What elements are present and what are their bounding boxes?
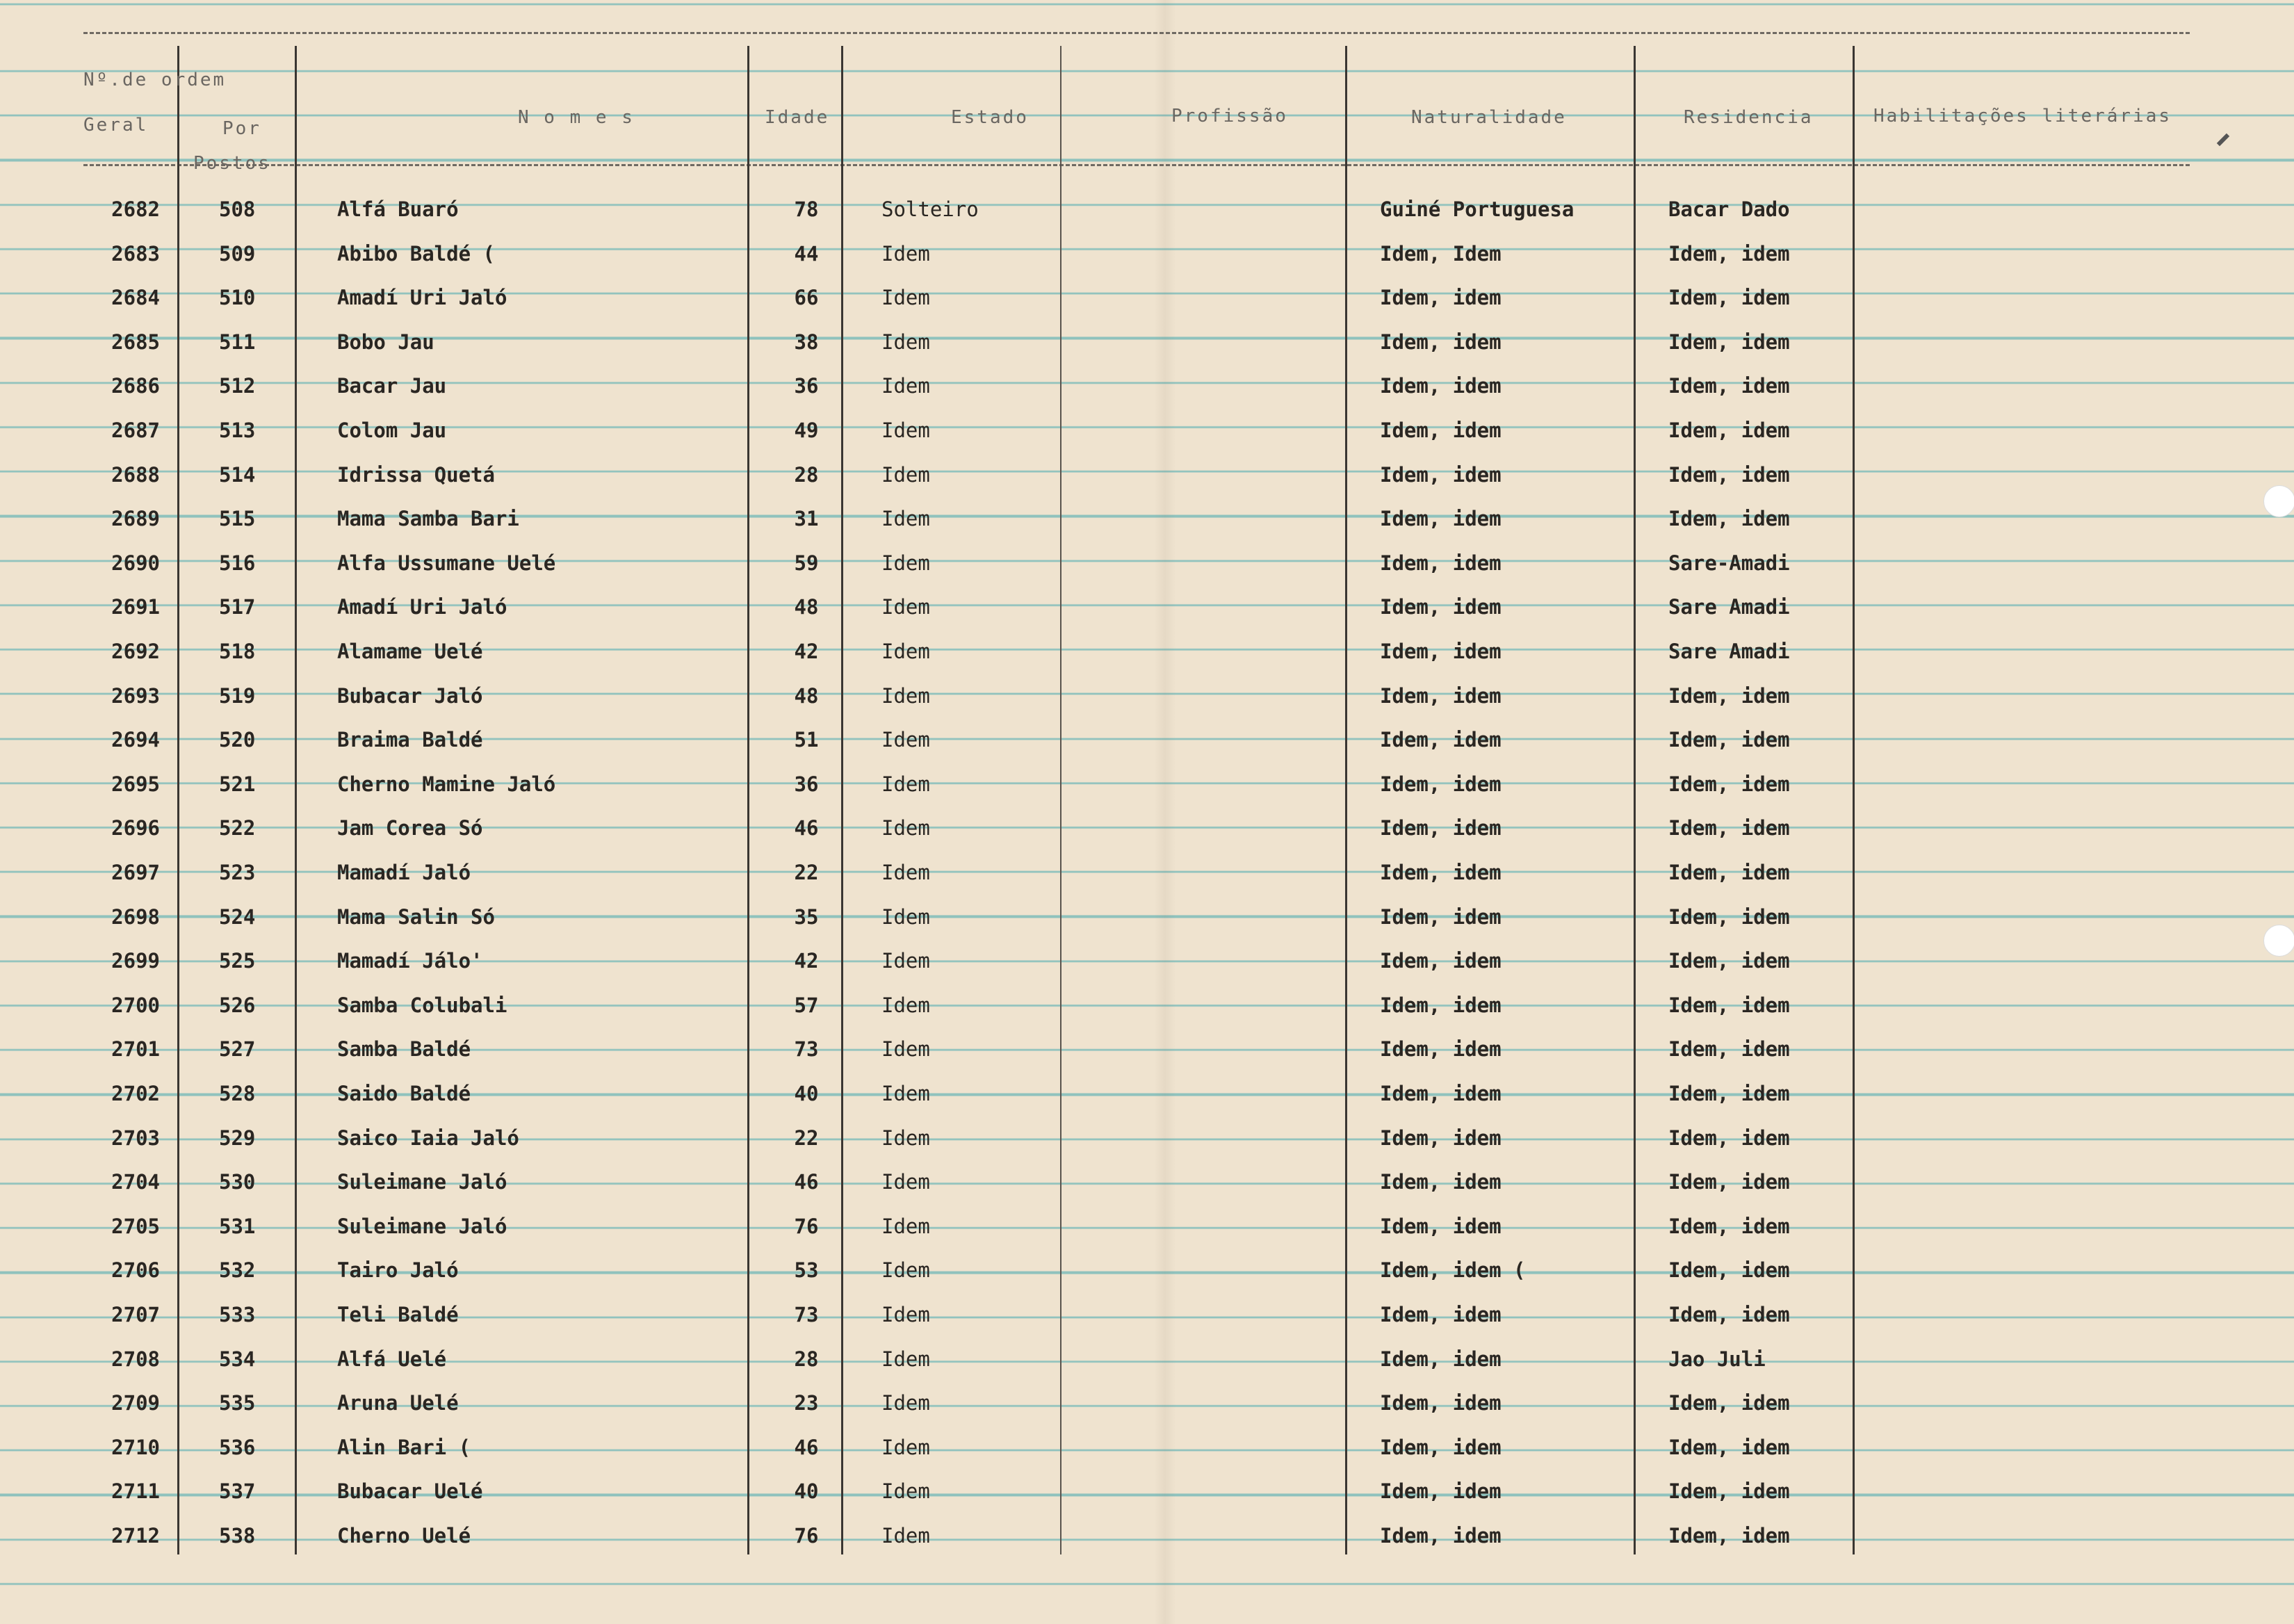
cell-residencia: Idem, idem: [1668, 419, 1790, 442]
cell-naturalidade: Idem, idem: [1380, 286, 1502, 310]
cell-nome: Cherno Mamine Jaló: [337, 772, 556, 796]
cell-idade: 57: [794, 993, 819, 1017]
cell-idade: 51: [794, 728, 819, 752]
cell-nome: Amadí Uri Jaló: [337, 286, 507, 310]
cell-postos: 521: [219, 772, 256, 796]
table-row: [0, 1071, 2294, 1115]
table-row: [0, 1026, 2294, 1071]
cell-postos: 519: [219, 683, 256, 708]
cell-residencia: Idem, idem: [1668, 1037, 1790, 1062]
header-profissao: Profissão: [1171, 106, 1288, 127]
cell-naturalidade: Idem, idem: [1380, 419, 1502, 442]
cell-residencia: Idem, idem: [1668, 1082, 1790, 1105]
cell-nome: Alfá Buaró: [337, 197, 459, 221]
cell-residencia: Idem, idem: [1668, 728, 1790, 752]
cell-idade: 78: [794, 197, 819, 221]
cell-naturalidade: Guiné Portuguesa: [1380, 197, 1575, 221]
cell-nome: Mamadí Jálo': [337, 949, 483, 973]
cell-estado: Idem: [881, 949, 930, 973]
cell-geral: 2691: [111, 595, 160, 619]
cell-nome: Bubacar Jaló: [337, 683, 483, 708]
cell-nome: Saido Baldé: [337, 1082, 471, 1105]
cell-naturalidade: Idem, idem: [1380, 861, 1502, 884]
cell-idade: 42: [794, 640, 819, 663]
cell-geral: 2693: [111, 683, 160, 708]
cell-estado: Idem: [881, 816, 930, 841]
cell-residencia: Idem, idem: [1668, 286, 1790, 310]
header-bottom-rule: [83, 164, 2190, 169]
cell-geral: 2702: [111, 1082, 160, 1105]
cell-geral: 2690: [111, 551, 160, 575]
table-row: [0, 717, 2294, 761]
cell-postos: 516: [219, 551, 256, 575]
cell-nome: Cherno Uelé: [337, 1524, 471, 1548]
cell-nome: Alfa Ussumane Uelé: [337, 551, 556, 575]
cell-residencia: Idem, idem: [1668, 1170, 1790, 1194]
cell-residencia: Idem, idem: [1668, 462, 1790, 487]
cell-nome: Mamadí Jaló: [337, 861, 471, 884]
cell-naturalidade: Idem, idem: [1380, 1082, 1502, 1105]
cell-geral: 2699: [111, 949, 160, 973]
cell-postos: 513: [219, 419, 256, 442]
cell-residencia: Idem, idem: [1668, 1391, 1790, 1415]
cell-residencia: Idem, idem: [1668, 1258, 1790, 1283]
cell-geral: 2711: [111, 1479, 160, 1504]
cell-postos: 520: [219, 728, 256, 752]
cell-residencia: Sare Amadi: [1668, 640, 1790, 663]
cell-postos: 531: [219, 1214, 256, 1238]
cell-idade: 73: [794, 1303, 819, 1326]
cell-postos: 532: [219, 1258, 256, 1283]
punch-hole-upper: [2263, 485, 2294, 517]
cell-nome: Alin Bari (: [337, 1435, 471, 1459]
cell-nome: Abibo Baldé (: [337, 241, 495, 266]
cell-naturalidade: Idem, idem (: [1380, 1258, 1526, 1283]
cell-idade: 44: [794, 241, 819, 266]
cell-geral: 2697: [111, 861, 160, 884]
table-row: [0, 673, 2294, 717]
cell-idade: 49: [794, 419, 819, 442]
cell-geral: 2698: [111, 904, 160, 929]
cell-estado: Idem: [881, 1347, 930, 1371]
cell-naturalidade: Idem, idem: [1380, 1435, 1502, 1459]
cell-idade: 31: [794, 507, 819, 531]
cell-nome: Suleimane Jaló: [337, 1214, 507, 1238]
cell-postos: 512: [219, 374, 256, 398]
cell-idade: 23: [794, 1391, 819, 1415]
cell-geral: 2695: [111, 772, 160, 796]
cell-nome: Bobo Jau: [337, 330, 434, 354]
cell-idade: 36: [794, 772, 819, 796]
cell-nome: Tairo Jaló: [337, 1258, 459, 1283]
cell-idade: 66: [794, 286, 819, 310]
cell-residencia: Idem, idem: [1668, 1524, 1790, 1548]
cell-residencia: Idem, idem: [1668, 816, 1790, 841]
table-row: [0, 1159, 2294, 1203]
cell-geral: 2686: [111, 374, 160, 398]
cell-estado: Idem: [881, 1391, 930, 1415]
cell-idade: 22: [794, 1126, 819, 1150]
table-row: [0, 850, 2294, 894]
cell-postos: 515: [219, 507, 256, 531]
cell-naturalidade: Idem, idem: [1380, 1524, 1502, 1548]
table-row: [0, 628, 2294, 673]
cell-geral: 2704: [111, 1170, 160, 1194]
cell-idade: 35: [794, 904, 819, 929]
cell-estado: Idem: [881, 595, 930, 619]
table-row: [0, 894, 2294, 939]
header-no-ordem: Nº.de ordem: [83, 70, 227, 90]
cell-geral: 2707: [111, 1303, 160, 1326]
cell-geral: 2712: [111, 1524, 160, 1548]
cell-estado: Idem: [881, 1214, 930, 1238]
cell-postos: 524: [219, 904, 256, 929]
cell-nome: Teli Baldé: [337, 1303, 459, 1326]
cell-estado: Idem: [881, 462, 930, 487]
cell-nome: Amadí Uri Jaló: [337, 595, 507, 619]
header-nomes: N o m e s: [518, 107, 635, 128]
cell-geral: 2703: [111, 1126, 160, 1150]
cell-postos: 511: [219, 330, 256, 354]
cell-estado: Solteiro: [881, 197, 979, 221]
header-residencia: Residencia: [1684, 107, 1814, 128]
cell-residencia: Sare Amadi: [1668, 595, 1790, 619]
table-row: [0, 584, 2294, 628]
cell-estado: Idem: [881, 419, 930, 442]
cell-postos: 536: [219, 1435, 256, 1459]
cell-postos: 523: [219, 861, 256, 884]
table-row: [0, 1292, 2294, 1336]
cell-geral: 2709: [111, 1391, 160, 1415]
cell-geral: 2706: [111, 1258, 160, 1283]
cell-naturalidade: Idem, idem: [1380, 640, 1502, 663]
cell-naturalidade: Idem, Idem: [1380, 241, 1502, 266]
cell-postos: 537: [219, 1479, 256, 1504]
cell-postos: 538: [219, 1524, 256, 1548]
cell-naturalidade: Idem, idem: [1380, 949, 1502, 973]
cell-geral: 2696: [111, 816, 160, 841]
header-idade: Idade: [765, 107, 830, 128]
cell-geral: 2682: [111, 197, 160, 221]
cell-estado: Idem: [881, 1303, 930, 1326]
cell-idade: 40: [794, 1479, 819, 1504]
punch-hole-lower: [2263, 925, 2294, 957]
cell-residencia: Bacar Dado: [1668, 197, 1790, 221]
cell-postos: 508: [219, 197, 256, 221]
cell-residencia: Idem, idem: [1668, 1126, 1790, 1150]
cell-postos: 529: [219, 1126, 256, 1150]
cell-naturalidade: Idem, idem: [1380, 1303, 1502, 1326]
cell-idade: 53: [794, 1258, 819, 1283]
cell-estado: Idem: [881, 1435, 930, 1459]
table-row: [0, 540, 2294, 585]
table-row: [0, 231, 2294, 275]
header-estado: Estado: [951, 107, 1029, 128]
cell-geral: 2688: [111, 462, 160, 487]
cell-geral: 2684: [111, 286, 160, 310]
cell-postos: 535: [219, 1391, 256, 1415]
cell-idade: 59: [794, 551, 819, 575]
cell-geral: 2700: [111, 993, 160, 1017]
cell-residencia: Idem, idem: [1668, 1479, 1790, 1504]
cell-residencia: Idem, idem: [1668, 374, 1790, 398]
cell-idade: 36: [794, 374, 819, 398]
cell-estado: Idem: [881, 374, 930, 398]
cell-nome: Braima Baldé: [337, 728, 483, 752]
cell-geral: 2694: [111, 728, 160, 752]
table-row: [0, 1424, 2294, 1469]
cell-naturalidade: Idem, idem: [1380, 374, 1502, 398]
cell-naturalidade: Idem, idem: [1380, 330, 1502, 354]
cell-nome: Samba Baldé: [337, 1037, 471, 1062]
table-row: [0, 1468, 2294, 1513]
cell-nome: Saico Iaia Jaló: [337, 1126, 519, 1150]
cell-residencia: Idem, idem: [1668, 949, 1790, 973]
cell-naturalidade: Idem, idem: [1380, 728, 1502, 752]
cell-naturalidade: Idem, idem: [1380, 1214, 1502, 1238]
cell-estado: Idem: [881, 1082, 930, 1105]
header-habilitacoes: Habilitações literárias: [1873, 106, 2172, 127]
table-row: [0, 805, 2294, 850]
cell-idade: 22: [794, 861, 819, 884]
cell-naturalidade: Idem, idem: [1380, 1479, 1502, 1504]
header-top-rule: [83, 32, 2190, 38]
cell-estado: Idem: [881, 551, 930, 575]
cell-estado: Idem: [881, 1524, 930, 1548]
cell-nome: Bubacar Uelé: [337, 1479, 483, 1504]
cell-naturalidade: Idem, idem: [1380, 816, 1502, 841]
table-row: [0, 452, 2294, 496]
cell-idade: 76: [794, 1524, 819, 1548]
cell-idade: 42: [794, 949, 819, 973]
cell-residencia: Idem, idem: [1668, 1214, 1790, 1238]
cell-postos: 518: [219, 640, 256, 663]
cell-postos: 530: [219, 1170, 256, 1194]
cell-geral: 2705: [111, 1214, 160, 1238]
table-row: [0, 982, 2294, 1027]
cell-estado: Idem: [881, 728, 930, 752]
cell-estado: Idem: [881, 241, 930, 266]
cell-naturalidade: Idem, idem: [1380, 1126, 1502, 1150]
cell-geral: 2692: [111, 640, 160, 663]
cell-naturalidade: Idem, idem: [1380, 683, 1502, 708]
table-row: [0, 186, 2294, 231]
cell-idade: 48: [794, 595, 819, 619]
cell-nome: Idrissa Quetá: [337, 462, 495, 487]
cell-naturalidade: Idem, idem: [1380, 1170, 1502, 1194]
cell-residencia: Idem, idem: [1668, 330, 1790, 354]
cell-postos: 522: [219, 816, 256, 841]
cell-idade: 38: [794, 330, 819, 354]
cell-idade: 40: [794, 1082, 819, 1105]
cell-estado: Idem: [881, 683, 930, 708]
table-row: [0, 1203, 2294, 1248]
cell-idade: 46: [794, 1170, 819, 1194]
cell-postos: 514: [219, 462, 256, 487]
cell-estado: Idem: [881, 1037, 930, 1062]
cell-residencia: Idem, idem: [1668, 1303, 1790, 1326]
cell-naturalidade: Idem, idem: [1380, 1037, 1502, 1062]
cell-idade: 73: [794, 1037, 819, 1062]
table-row: [0, 496, 2294, 540]
cell-postos: 527: [219, 1037, 256, 1062]
cell-residencia: Idem, idem: [1668, 507, 1790, 531]
cell-nome: Bacar Jau: [337, 374, 447, 398]
table-row: [0, 1336, 2294, 1381]
cell-residencia: Sare-Amadi: [1668, 551, 1790, 575]
cell-nome: Jam Corea Só: [337, 816, 483, 841]
cell-residencia: Idem, idem: [1668, 772, 1790, 796]
cell-nome: Mama Samba Bari: [337, 507, 519, 531]
table-row: [0, 1247, 2294, 1292]
header-postos: Postos: [193, 153, 271, 174]
cell-geral: 2683: [111, 241, 160, 266]
cell-postos: 533: [219, 1303, 256, 1326]
cell-idade: 48: [794, 683, 819, 708]
cell-naturalidade: Idem, idem: [1380, 993, 1502, 1017]
cell-estado: Idem: [881, 1170, 930, 1194]
cell-residencia: Idem, idem: [1668, 241, 1790, 266]
cell-geral: 2701: [111, 1037, 160, 1062]
header-geral: Geral: [83, 115, 149, 136]
cell-idade: 46: [794, 1435, 819, 1459]
cell-residencia: Idem, idem: [1668, 861, 1790, 884]
cell-geral: 2685: [111, 330, 160, 354]
cell-nome: Alfá Uelé: [337, 1347, 447, 1371]
table-row: [0, 319, 2294, 364]
cell-nome: Aruna Uelé: [337, 1391, 459, 1415]
cell-naturalidade: Idem, idem: [1380, 772, 1502, 796]
pencil-mark: [2217, 133, 2229, 146]
cell-geral: 2708: [111, 1347, 160, 1371]
cell-naturalidade: Idem, idem: [1380, 507, 1502, 531]
cell-residencia: Jao Juli: [1668, 1347, 1766, 1371]
cell-estado: Idem: [881, 1479, 930, 1504]
cell-naturalidade: Idem, idem: [1380, 462, 1502, 487]
cell-nome: Suleimane Jaló: [337, 1170, 507, 1194]
cell-geral: 2689: [111, 507, 160, 531]
cell-postos: 534: [219, 1347, 256, 1371]
cell-estado: Idem: [881, 1126, 930, 1150]
cell-nome: Mama Salin Só: [337, 904, 495, 929]
cell-estado: Idem: [881, 640, 930, 663]
cell-geral: 2710: [111, 1435, 160, 1459]
cell-estado: Idem: [881, 1258, 930, 1283]
cell-geral: 2687: [111, 419, 160, 442]
cell-naturalidade: Idem, idem: [1380, 595, 1502, 619]
cell-estado: Idem: [881, 286, 930, 310]
cell-estado: Idem: [881, 772, 930, 796]
cell-estado: Idem: [881, 330, 930, 354]
cell-estado: Idem: [881, 904, 930, 929]
cell-estado: Idem: [881, 861, 930, 884]
cell-postos: 528: [219, 1082, 256, 1105]
table-row: [0, 1380, 2294, 1424]
header-naturalidade: Naturalidade: [1411, 107, 1567, 128]
cell-postos: 517: [219, 595, 256, 619]
cell-postos: 526: [219, 993, 256, 1017]
table-row: [0, 938, 2294, 982]
cell-residencia: Idem, idem: [1668, 904, 1790, 929]
table-row: [0, 275, 2294, 319]
cell-nome: Samba Colubali: [337, 993, 507, 1017]
table-row: [0, 1513, 2294, 1557]
cell-postos: 525: [219, 949, 256, 973]
table-row: [0, 761, 2294, 806]
cell-naturalidade: Idem, idem: [1380, 904, 1502, 929]
cell-nome: Alamame Uelé: [337, 640, 483, 663]
cell-naturalidade: Idem, idem: [1380, 551, 1502, 575]
cell-idade: 28: [794, 1347, 819, 1371]
cell-residencia: Idem, idem: [1668, 993, 1790, 1017]
cell-idade: 46: [794, 816, 819, 841]
cell-estado: Idem: [881, 507, 930, 531]
cell-idade: 76: [794, 1214, 819, 1238]
cell-postos: 510: [219, 286, 256, 310]
cell-residencia: Idem, idem: [1668, 1435, 1790, 1459]
cell-estado: Idem: [881, 993, 930, 1017]
cell-naturalidade: Idem, idem: [1380, 1347, 1502, 1371]
table-row: [0, 363, 2294, 407]
cell-residencia: Idem, idem: [1668, 683, 1790, 708]
cell-postos: 509: [219, 241, 256, 266]
cell-naturalidade: Idem, idem: [1380, 1391, 1502, 1415]
table-row: [0, 1115, 2294, 1160]
cell-nome: Colom Jau: [337, 419, 447, 442]
header-por: Por: [222, 118, 261, 139]
cell-idade: 28: [794, 462, 819, 487]
table-row: [0, 407, 2294, 452]
